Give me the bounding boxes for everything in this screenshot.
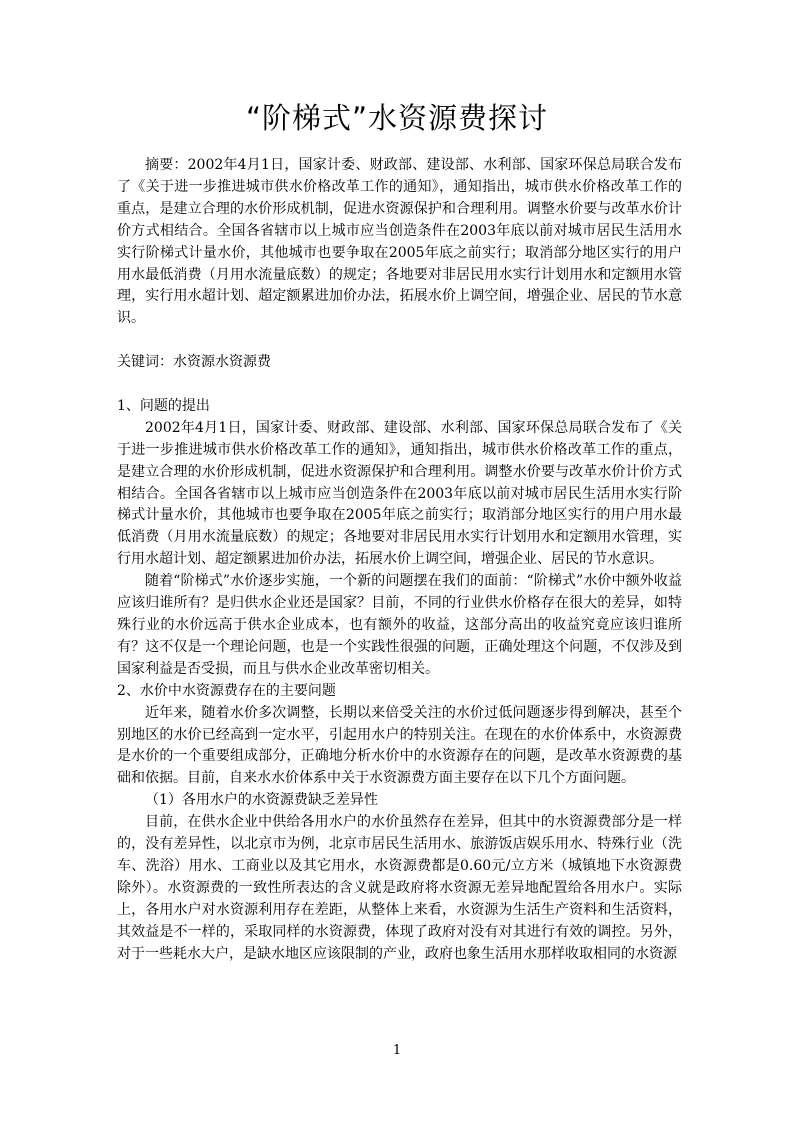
keywords-line: 关键词：水资源水资源费 (117, 354, 271, 371)
document-body (117, 155, 682, 966)
spacer (117, 374, 682, 396)
subsection-heading: （1）各用水户的水资源费缺乏差异性 (145, 792, 378, 809)
body-paragraph: 近年来，随着水价多次调整，长期以来倍受关注的水价过低问题逐步得到解决，甚至个别地区的水价已经高到一定水平，引起用水户的特别关注。在现在的水价体系中，水资源费是水价的一个重要组成部分，正确地分析水价中的水资源存在的问题，是改革水资源费的基础和依据。目前，自来水水价体系中关于水资源费方面主要存在以下几个方面问题。 (117, 704, 682, 787)
page-number: 1 (392, 1043, 402, 1058)
document-title: “阶梯式”水资源费探讨 (245, 101, 549, 135)
body-paragraph: 2002年4月1日，国家计委、财政部、建设部、水利部、国家环保总局联合发布了《关于进一步推进城市供水价格改革工作的通知》，通知指出，城市供水价格改革工作的重点，是建立合理的水价形成机制，促进水资源保护和合理利用。调整水价要与改革水价计价方式相结合。全国各省辖市以上城市应当创造条件在2003年底以前对城市居民生活用水实行阶梯式计量水价，其他城市也要争取在2005年底之前实行；取消部分地区实行的用户用水最低消费（月用水流量底数）的规定；各地要对非居民用水实行计划用水和定额用水管理，实行用水超计划、超定额累进加价办法，拓展水价上调空间，增强企业、居民的节水意识。 (117, 419, 682, 568)
abstract-paragraph: 摘要：2002年4月1日，国家计委、财政部、建设部、水利部、国家环保总局联合发布了《关于进一步推进城市供水价格改革工作的通知》，通知指出，城市供水价格改革工作的重点，是建立合理的水价形成机制，促进水资源保护和合理利用。调整水价要与改革水价计价方式相结合。全国各省辖市以上城市应当创造条件在2003年底以前对城市居民生活用水实行阶梯式计量水价，其他城市也要争取在2005年底之前实行；取消部分地区实行的用户用水最低消费（月用水流量底数）的规定；各地要对非居民用水实行计划用水和定额用水管理，实行用水超计划、超定额累进加价办法，拓展水价上调空间，增强企业、居民的节水意识。 (117, 157, 682, 327)
section-heading: 1、问题的提出 (117, 397, 210, 414)
body-paragraph: 随着“阶梯式”水价逐步实施，一个新的问题摆在我们的面前：“阶梯式”水价中额外收益应该归谁所有？是归供水企业还是国家？目前，不同的行业供水价格存在很大的差异，如特殊行业的水价远高于供水企业成本，也有额外的收益，这部分高出的收益究竟应该归谁所有？这不仅是一个理论问题，也是一个实践性很强的问题，正确处理这个问题，不仅涉及到国家利益是否受损，而且与供水企业改革密切相关。 (117, 573, 682, 677)
body-paragraph: 目前，在供水企业中供给各用水户的水价虽然存在差异，但其中的水资源费部分是一样的，没有差异性，以北京市为例，北京市居民生活用水、旅游饭店娱乐用水、特殊行业（洗车、洗浴）用水、工商业以及其它用水，水资源费都是0.60元/立方米（城镇地下水资源费除外）。水资源费的一致性所表达的含义就是政府将水资源无差异地配置给各用水户。实际上，各用水户对水资源利用存在差距，从整体上来看，水资源为生活生产资料和生活资料，其效益是不一样的，采取同样的水资源费，体现了政府对没有对其进行有效的调控。另外，对于一些耗水大户，是缺水地区应该限制的产业，政府也象生活用水那样收取相同的水资源 (117, 814, 682, 962)
section-heading: 2、水价中水资源费存在的主要问题 (117, 682, 336, 699)
spacer (117, 330, 682, 352)
